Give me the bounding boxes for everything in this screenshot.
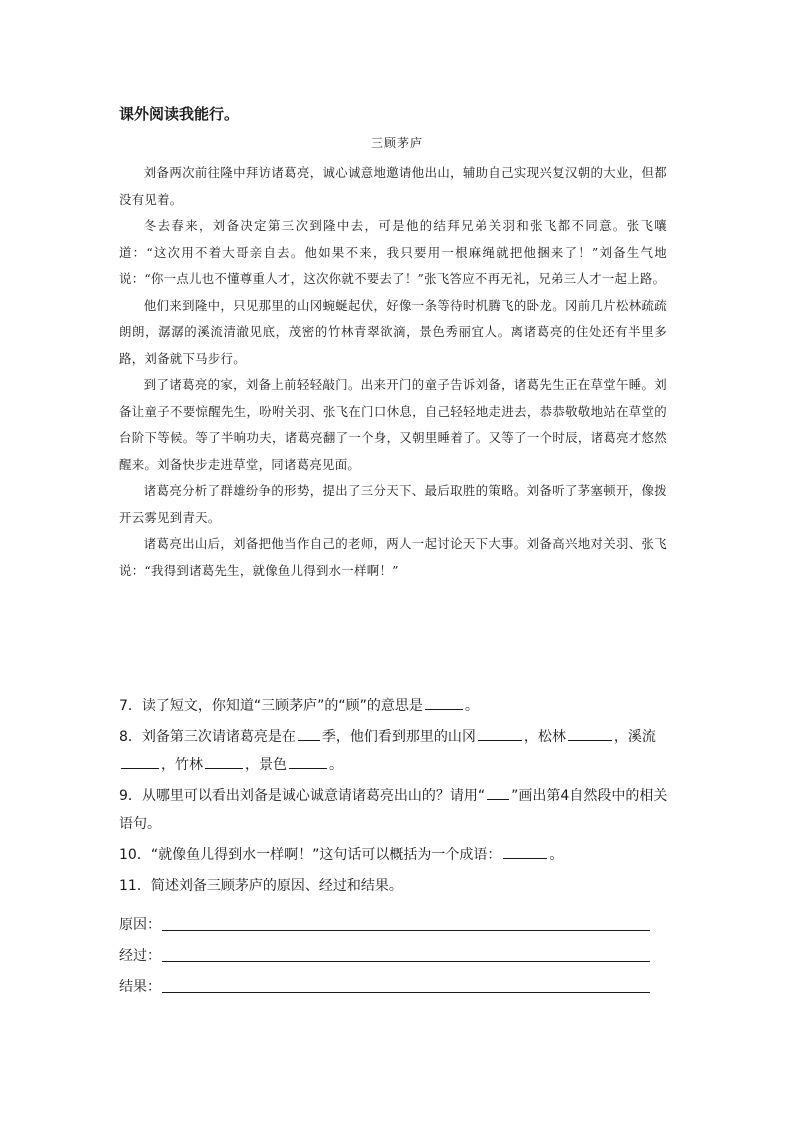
question-9 [119, 782, 679, 838]
question-10-end: 。 [549, 847, 564, 863]
question-10 [119, 841, 679, 869]
paragraph-3: 他们来到隆中，只见那里的山冈蜿蜒起伏，好像一条等待时机腾飞的卧龙。冈前几片松林疏疏朗朗，潺潺的溪流清澈见底，茂密的竹林青翠欲滴，景色秀丽宜人。离诸葛亮的住处还有半里多路，刘备就下马步行。 [119, 297, 667, 366]
question-7 [119, 692, 679, 720]
question-8 [119, 723, 679, 779]
result-answer-line[interactable] [162, 992, 650, 993]
answer-blank-bamboo[interactable] [205, 754, 243, 769]
paragraph-4: 到了诸葛亮的家，刘备上前轻轻敲门。出来开门的童子告诉刘备，诸葛先生正在草堂午睡。刘备让童子不要惊醒先生，吩咐关羽、张飞在门口休息，自己轻轻地走进去，恭恭敬敬地站在草堂的台阶下等候。等了半晌功夫，诸葛亮翻了一个身，又朝里睡着了。又等了一个时辰，诸葛亮才悠然醒来。刘备快步走进草堂，同诸葛亮见面。 [119, 377, 667, 472]
question-11-text: 11．简述刘备三顾茅庐的原因、经过和结果。 [119, 878, 403, 894]
result-label: 结果： [119, 979, 161, 995]
question-8-text-3: ，松林 [523, 729, 566, 745]
paragraph-5: 诸葛亮分析了群雄纷争的形势，提出了三分天下、最后取胜的策略。刘备听了茅塞顿开，像拨开云雾见到青天。 [119, 483, 667, 525]
reading-passage [119, 160, 667, 584]
section-title: 课外阅读我能行。 [119, 105, 240, 123]
question-8-end: 。 [329, 757, 343, 773]
question-8-text: 8．刘备第三次请诸葛亮是在 [119, 729, 296, 745]
question-7-text: 7．读了短文，你知道“三顾茅庐”的“顾”的意思是 [119, 698, 423, 714]
question-9-text: 9．从哪里可以看出刘备是诚心诚意请诸葛亮出山的？请用“ [119, 788, 486, 804]
answer-blank-hills[interactable] [478, 726, 522, 741]
question-7-end: 。 [464, 698, 479, 714]
question-8-text-2: 季，他们看到那里的山冈 [321, 729, 476, 745]
question-10-text: 10．“就像鱼儿得到水一样啊！”这句话可以概括为一个成语： [119, 847, 502, 863]
reason-answer-line[interactable] [162, 930, 650, 931]
answer-blank-scenery[interactable] [289, 754, 327, 769]
answer-blank-pines[interactable] [568, 726, 612, 741]
answer-blank-idiom[interactable] [503, 844, 547, 859]
answer-blank-season[interactable] [298, 726, 320, 741]
question-11 [119, 872, 679, 900]
answer-blank-stream[interactable] [121, 754, 159, 769]
paragraph-6: 诸葛亮出山后，刘备把他当作自己的老师，两人一起讨论天下大事。刘备高兴地对关羽、张飞说：“我得到诸葛先生，就像鱼儿得到水一样啊！” [119, 536, 667, 578]
paragraph-2: 冬去春来，刘备决定第三次到隆中去，可是他的结拜兄弟关羽和张飞都不同意。张飞嚷道：“这次用不着大哥亲自去。他如果不来，我只要用一根麻绳就把他捆来了！”刘备生气地说：“你一点儿也不懂尊重人才，这次你就不要去了！”张飞答应不再无礼，兄弟三人才一起上路。 [119, 218, 667, 286]
reason-label: 原因： [119, 917, 161, 933]
answer-blank[interactable] [425, 695, 463, 710]
article-title: 三顾茅庐 [370, 136, 423, 150]
question-list [119, 692, 679, 903]
underline-symbol [487, 785, 509, 800]
question-8-text-4: ，溪流 [613, 729, 656, 745]
paragraph-1: 刘备两次前往隆中拜访诸葛亮，诚心诚意地邀请他出山，辅助自己实现兴复汉朝的大业，但都没有见着。 [119, 165, 667, 207]
question-8-text-5: ，竹林 [161, 757, 203, 773]
question-8-text-6: ，景色 [245, 757, 287, 773]
question-9-text-2: ”画出第4自然段中的相关语句。 [119, 788, 668, 832]
process-label: 经过： [119, 948, 161, 964]
process-answer-line[interactable] [162, 961, 650, 962]
